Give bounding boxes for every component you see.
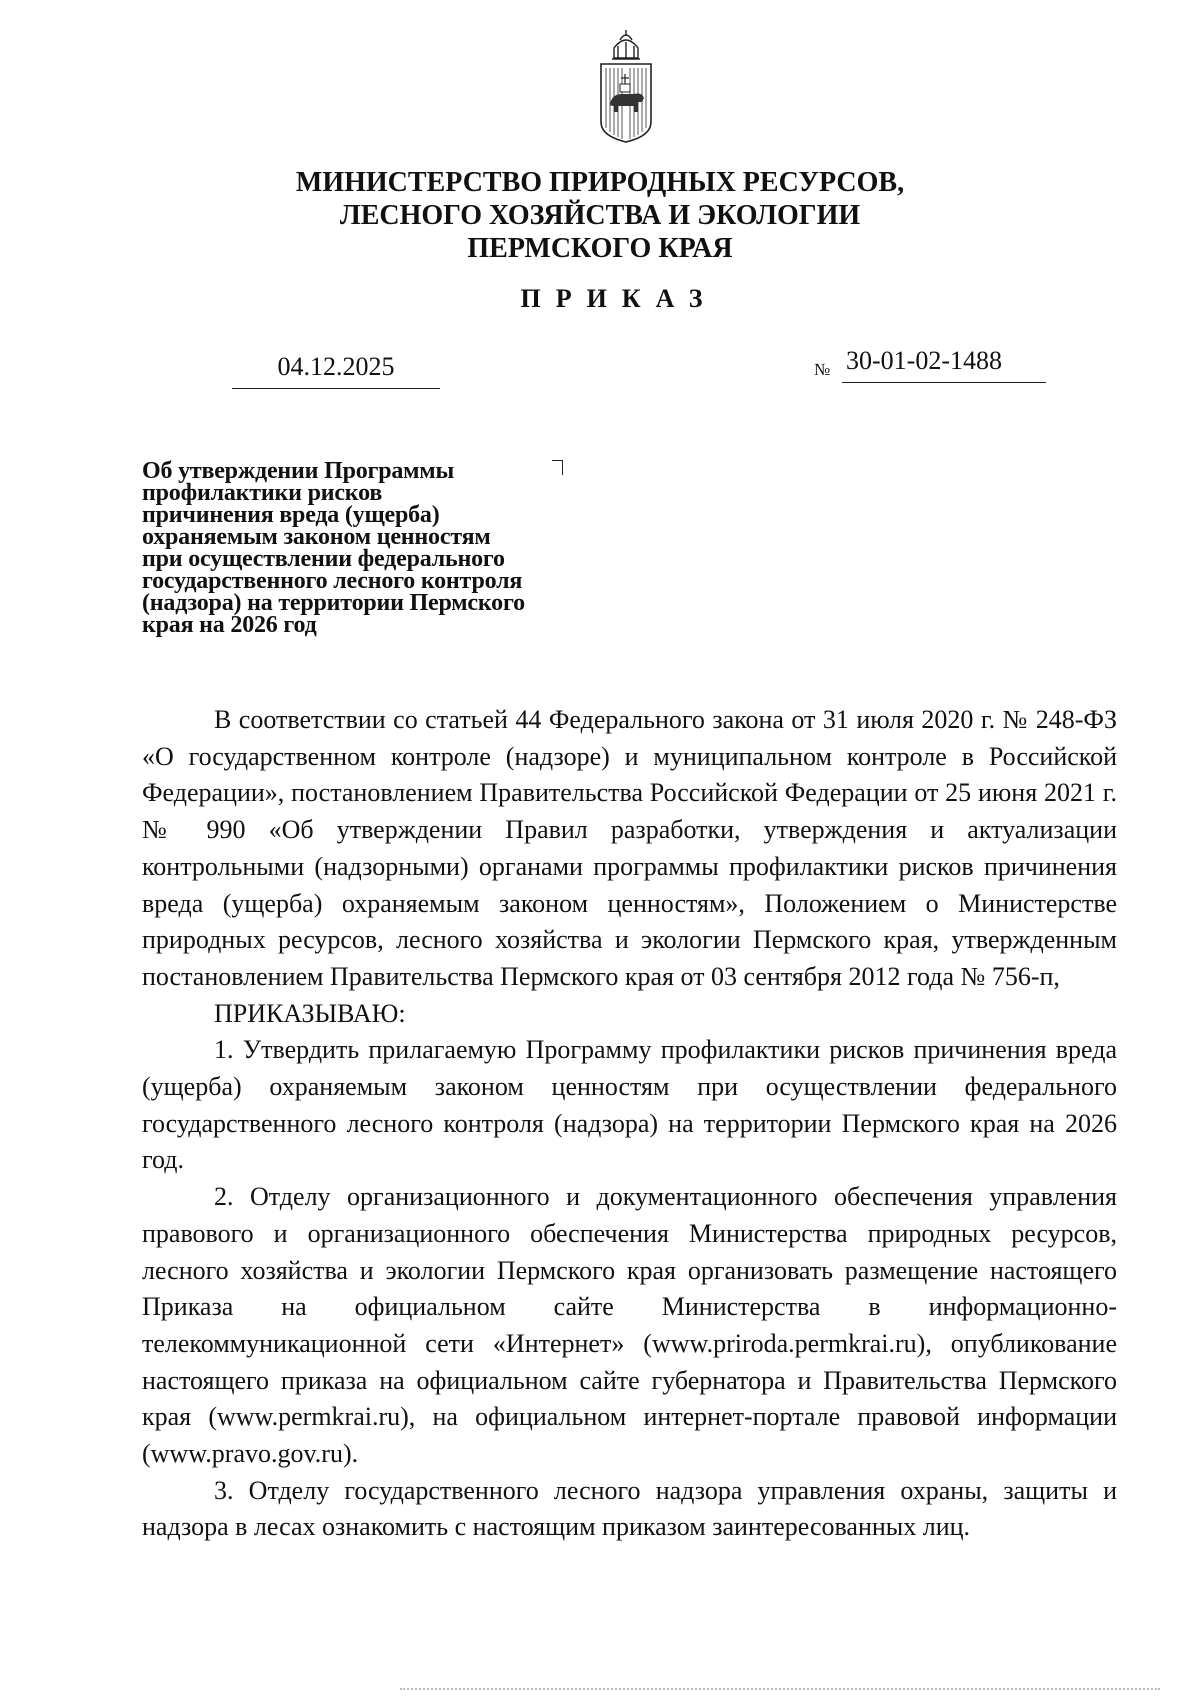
preamble-paragraph: В соответствии со статьей 44 Федерального закона от 31 июля 2020 г. № 248-ФЗ «О государственном контроле (надзоре) и муниципальном контроле в Российской Федерации», постановлением Правительства Российской Федерации от 25 июня 2021 г. № 990 «Об утверждении Правил разработки, утверждения и актуализации контрольными (надзорными) органами программы профилактики рисков причинения вреда (ущерба) охраняемым законом ценностям», Положением о Министерстве природных ресурсов, лесного хозяйства и экологии Пермского края, утвержденным постановлением Правительства Пермского края от 03 сентября 2012 года № 756-п, (142, 705, 1117, 991)
subject-line: при осуществлении федерального (142, 546, 505, 572)
order-number-value: 30-01-02-1488 (846, 346, 1002, 375)
scan-footer-artifact (400, 1688, 1160, 1692)
order-date (232, 352, 440, 389)
order-date-value: 04.12.2025 (277, 352, 395, 381)
order-subject (142, 460, 622, 636)
ministry-name-line-2: ЛЕСНОГО ХОЗЯЙСТВА И ЭКОЛОГИИ (339, 200, 861, 231)
document-type-title: ПРИКАЗ (520, 284, 718, 313)
order-number (814, 346, 1046, 383)
subject-corner-mark (552, 460, 563, 475)
order-number-underline (842, 382, 1046, 383)
subject-line: причинения вреда (ущерба) (142, 502, 440, 528)
order-item-3: 3. Отделу государственного лесного надзора управления охраны, защиты и надзора в лесах ознакомить с настоящим приказом заинтересованных лиц. (142, 1475, 1117, 1542)
order-word: ПРИКАЗЫВАЮ: (214, 998, 406, 1028)
perm-krai-coat-of-arms-icon (598, 28, 654, 144)
subject-line: государственного лесного контроля (142, 568, 523, 594)
ministry-name (200, 166, 1000, 265)
subject-line: охраняемым законом ценностям (142, 524, 491, 550)
subject-line: (надзора) на территории Пермского (142, 590, 525, 616)
order-item-2: 2. Отделу организационного и документационного обеспечения управления правового и организационного обеспечения Министерства природных ресурсов, лесного хозяйства и экологии Пермского края организовать размещение настоящего Приказа на официальном сайте Министерства в информационно-телекоммуникационной сети «Интернет» (www.priroda.permkrai.ru), опубликование настоящего приказа на официальном сайте губернатора и Правительства Пермского края (www.permkrai.ru), на официальном интернет-портале правовой информации (www.pravo.gov.ru). (142, 1182, 1117, 1469)
number-sign: № (814, 360, 831, 379)
subject-line: края на 2026 год (142, 612, 317, 638)
subject-line: Об утверждении Программы (142, 458, 454, 484)
subject-line: профилактики рисков (142, 480, 383, 506)
order-date-underline (232, 388, 440, 389)
order-body (142, 702, 1117, 1546)
ministry-name-line-3: ПЕРМСКОГО КРАЯ (467, 233, 733, 264)
order-item-1: 1. Утвердить прилагаемую Программу профилактики рисков причинения вреда (ущерба) охраняемым законом ценностям при осуществлении федерального государственного лесного контроля (надзора) на территории Пермского края на 2026 год. (142, 1035, 1117, 1175)
ministry-name-line-1: МИНИСТЕРСТВО ПРИРОДНЫХ РЕСУРСОВ, (295, 167, 905, 198)
